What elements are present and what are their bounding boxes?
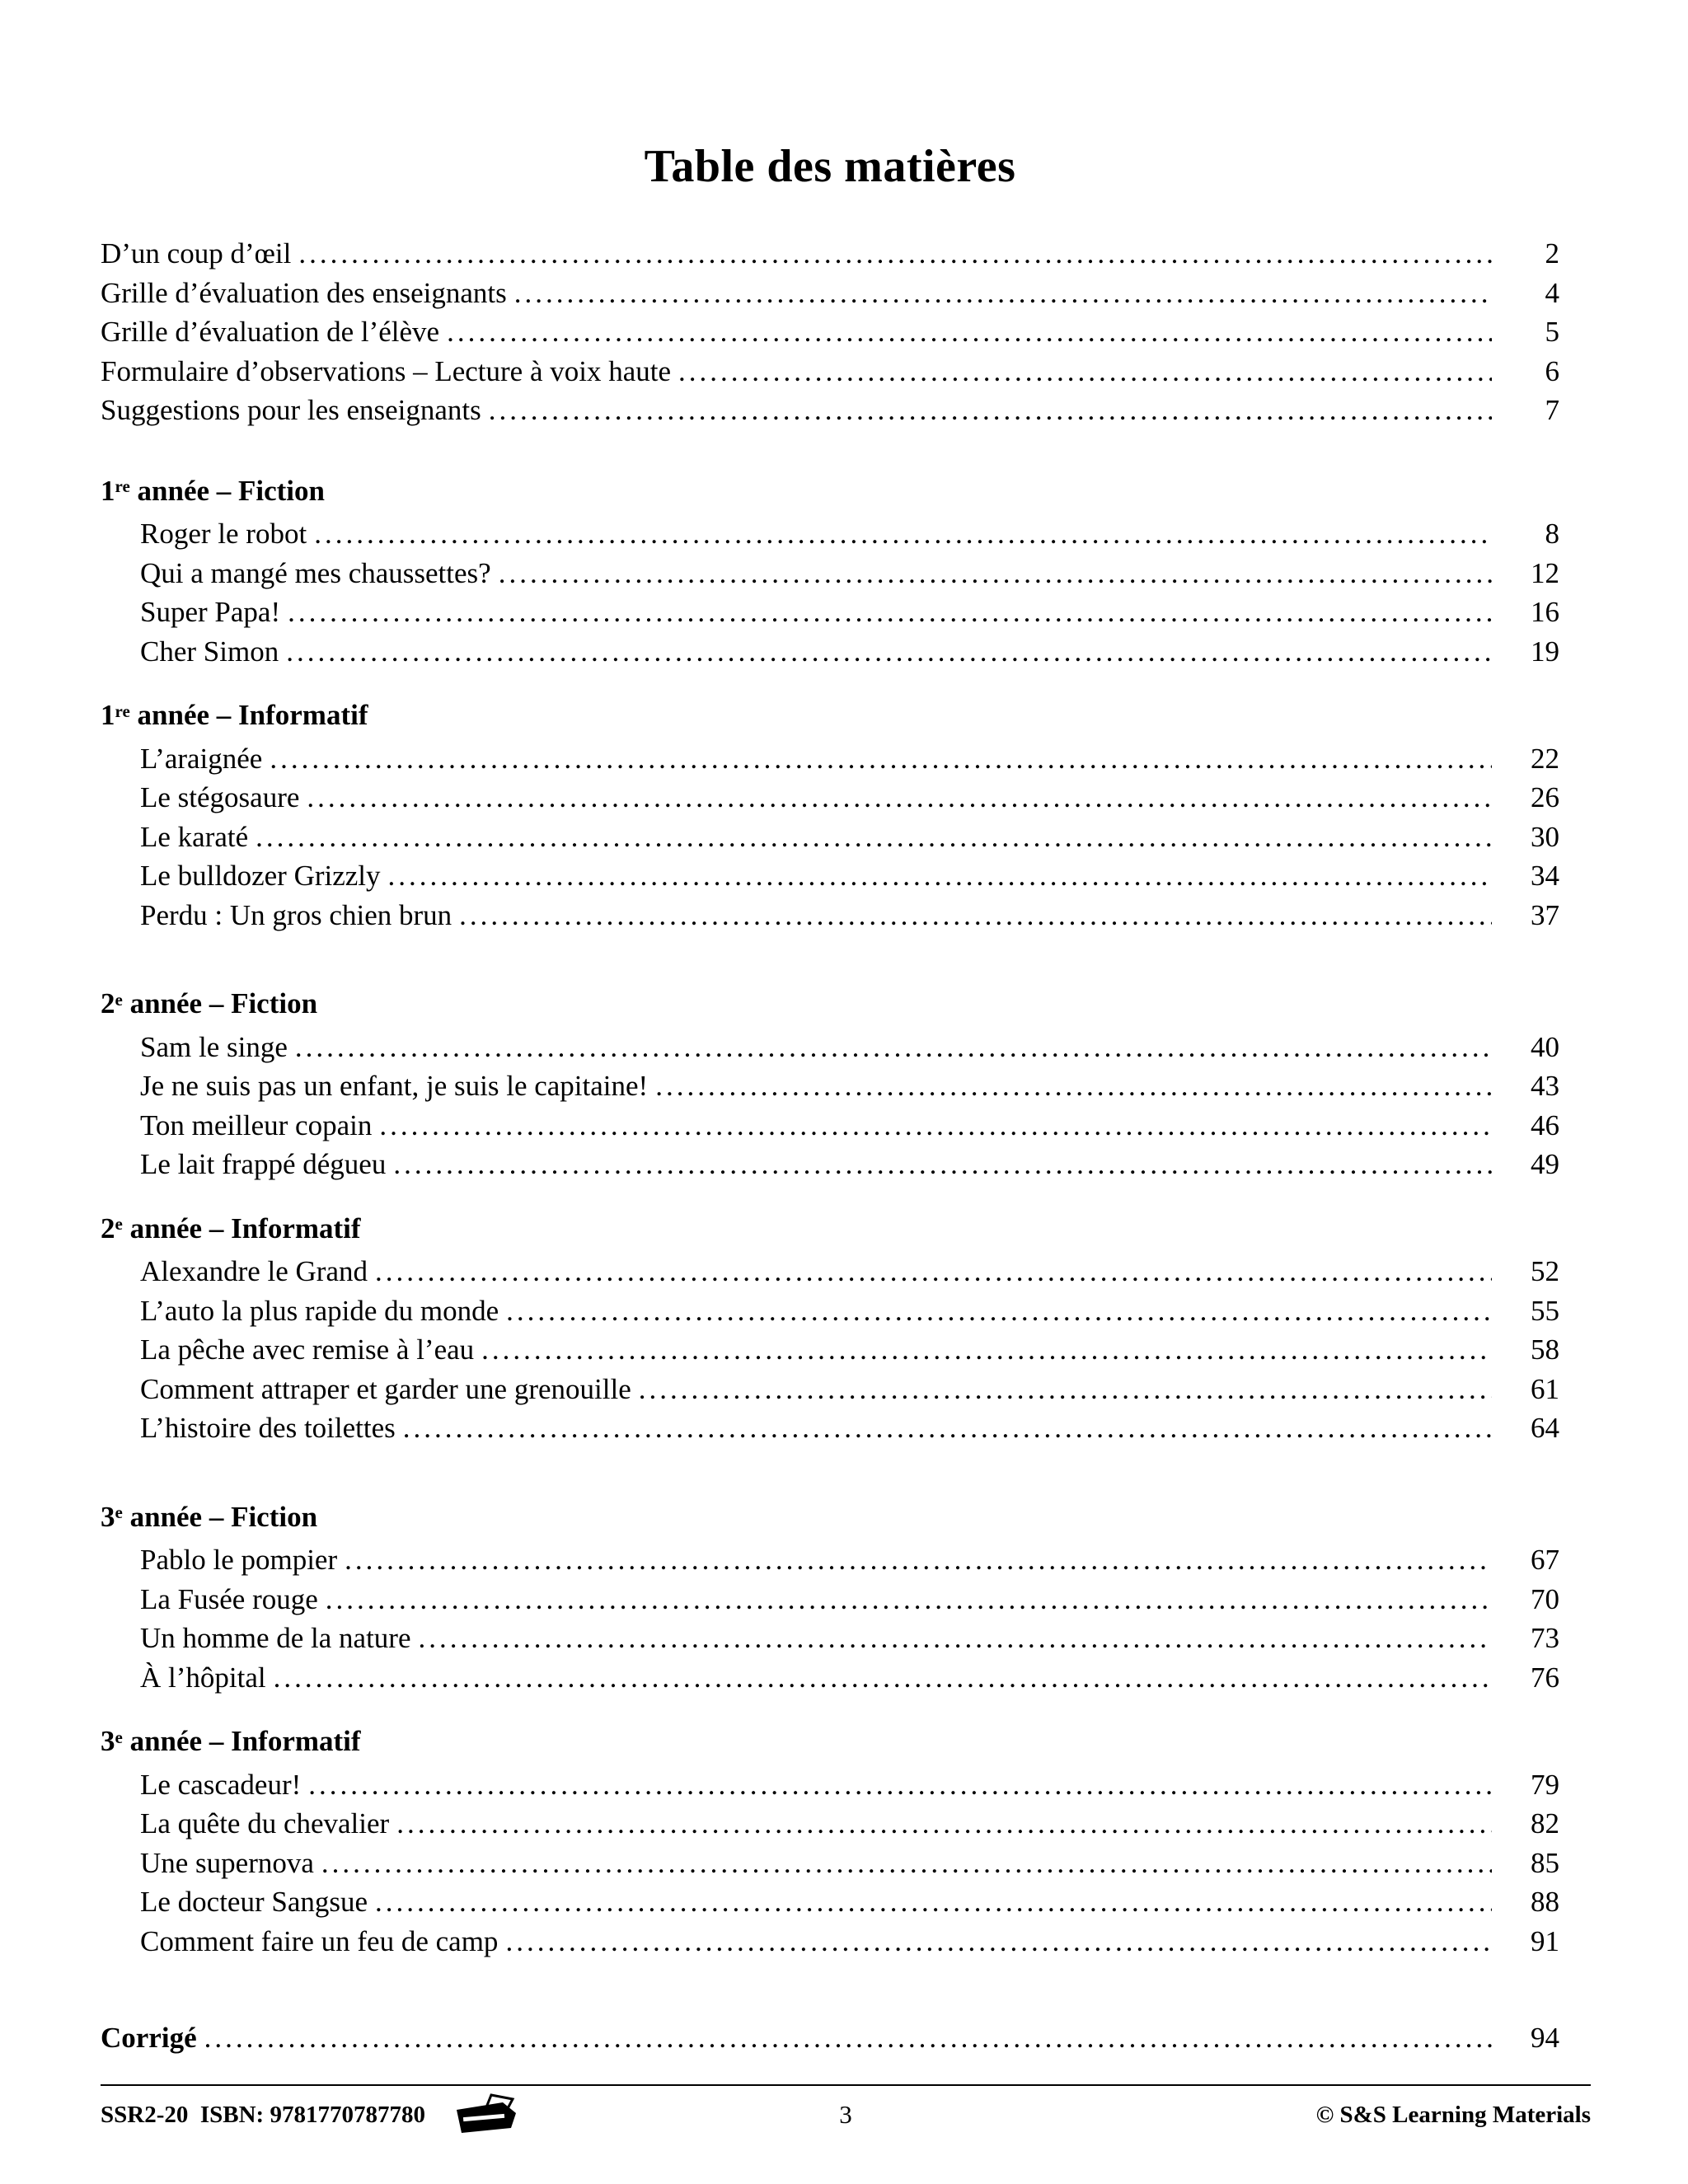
section-grade-ordinal: re [115, 701, 130, 721]
toc-entry-label: L’auto la plus rapide du monde [140, 1294, 499, 1327]
toc-entry [101, 391, 1559, 430]
section-heading [101, 696, 1559, 739]
dot-leader [308, 1765, 1492, 1805]
section-heading-text: année – Informatif [122, 1212, 361, 1244]
dot-leader [270, 739, 1492, 779]
toc-entry [101, 1028, 1559, 1067]
footer-isbn-text: SSR2-20 ISBN: 9781770787780 [101, 2101, 425, 2128]
toc-entry [101, 778, 1559, 818]
toc-entry-page: 22 [1531, 742, 1559, 775]
toc-entry-page: 91 [1531, 1924, 1559, 1957]
dot-leader [678, 352, 1492, 391]
dot-leader [379, 1106, 1492, 1146]
section-grade-number: 3 [101, 1725, 115, 1757]
toc-entry-page: 46 [1531, 1108, 1559, 1141]
toc-entry [101, 1370, 1559, 1409]
section-grade-number: 2 [101, 1212, 115, 1244]
dot-leader [396, 1804, 1492, 1844]
toc-entry [101, 1804, 1559, 1844]
dot-leader [403, 1408, 1492, 1448]
dot-leader [459, 896, 1492, 935]
toc-entry [101, 1882, 1559, 1922]
section-grade-ordinal: re [115, 476, 130, 497]
toc-entry [101, 1922, 1559, 1961]
toc-entry-page: 26 [1531, 781, 1559, 813]
toc-entry-page: 40 [1531, 1030, 1559, 1063]
section-grade2-fiction [101, 984, 1559, 1184]
toc-entry-label: La pêche avec remise à l’eau [140, 1333, 475, 1366]
toc-entry-label: Formulaire d’observations – Lecture à voix haute [101, 354, 672, 387]
toc-entry [101, 1145, 1559, 1184]
footer-page-number: 3 [839, 2100, 852, 2129]
toc-entry-page: 12 [1531, 556, 1559, 589]
dot-leader [321, 1844, 1492, 1883]
section-heading [101, 1497, 1559, 1541]
toc-entry-label: Ton meilleur copain [140, 1108, 373, 1141]
toc-entry-label: L’histoire des toilettes [140, 1412, 396, 1444]
toc-entry-label: Sam le singe [140, 1030, 288, 1063]
toc-entry-page: 5 [1545, 316, 1559, 348]
dot-leader [481, 1330, 1492, 1370]
toc-entry-corrige [101, 2018, 1559, 2058]
dot-leader [388, 856, 1492, 896]
printer-icon [453, 2093, 519, 2136]
toc-entry-page: 55 [1531, 1294, 1559, 1327]
section-heading-text: année – Fiction [122, 987, 318, 1019]
toc-entry [101, 1580, 1559, 1619]
toc-entry-label: Perdu : Un gros chien brun [140, 898, 452, 931]
toc-entry-page: 52 [1531, 1255, 1559, 1287]
page-title: Table des matières [644, 141, 1016, 192]
toc-entry-page: 58 [1531, 1333, 1559, 1366]
toc-entry-label: Super Papa! [140, 596, 281, 628]
toc-entry-page: 88 [1531, 1886, 1559, 1918]
section-heading-text: année – Fiction [129, 474, 325, 507]
toc-entry [101, 1658, 1559, 1698]
dot-leader [499, 554, 1492, 593]
toc-entry [101, 1330, 1559, 1370]
toc-entry [101, 1291, 1559, 1331]
toc-entry [101, 1066, 1559, 1106]
dot-leader [375, 1252, 1492, 1291]
section-heading [101, 1209, 1559, 1253]
toc-entry-label: Le docteur Sangsue [140, 1886, 368, 1918]
dot-leader [326, 1580, 1492, 1619]
toc-entry [101, 856, 1559, 896]
toc-entry [101, 632, 1559, 672]
toc-entry-page: 79 [1531, 1768, 1559, 1801]
toc-entry [101, 818, 1559, 857]
toc-entry [101, 739, 1559, 779]
toc-entry-label: Le lait frappé dégueu [140, 1148, 387, 1180]
toc-entry-label: Suggestions pour les enseignants [101, 394, 481, 426]
toc-entry-label: Le karaté [140, 820, 249, 853]
toc-entry [101, 1844, 1559, 1883]
toc-entry-label: Qui a mangé mes chaussettes? [140, 556, 491, 589]
dot-leader [514, 274, 1492, 313]
dot-leader [314, 514, 1492, 554]
dot-leader [274, 1658, 1492, 1698]
toc-entry-label: À l’hôpital [140, 1661, 266, 1694]
section-grade1-informatif [101, 696, 1559, 935]
toc-entry-label: Le stégosaure [140, 781, 300, 813]
toc-entry-label: Corrigé [101, 2022, 197, 2054]
toc-entry-label: Pablo le pompier [140, 1544, 338, 1576]
section-grade2-informatif [101, 1209, 1559, 1448]
toc-entry-label: Roger le robot [140, 518, 307, 550]
section-grade-number: 1 [101, 699, 115, 731]
section-grade-ordinal: e [115, 1502, 123, 1523]
section-heading [101, 1722, 1559, 1765]
toc-entry [101, 1765, 1559, 1805]
toc-entry-page: 67 [1531, 1544, 1559, 1576]
toc-entry-page: 70 [1531, 1582, 1559, 1615]
dot-leader [204, 2018, 1492, 2058]
section-heading-text: année – Informatif [122, 1725, 361, 1757]
toc-entry [101, 1252, 1559, 1291]
toc-entry-label: L’araignée [140, 742, 263, 775]
dot-leader [286, 632, 1492, 672]
dot-leader [288, 593, 1492, 632]
section-grade-ordinal: e [115, 989, 123, 1010]
dot-leader [298, 234, 1492, 274]
toc-entry-page: 2 [1545, 237, 1559, 269]
toc-entry-label: Le bulldozer Grizzly [140, 860, 381, 892]
toc-entry-page: 64 [1531, 1412, 1559, 1444]
toc-entry-label: Un homme de la nature [140, 1622, 411, 1654]
toc-entry-page: 49 [1531, 1148, 1559, 1180]
section-heading [101, 984, 1559, 1028]
dot-leader [639, 1370, 1492, 1409]
toc-entry-label: Comment attraper et garder une grenouille [140, 1372, 631, 1405]
toc-entry-page: 34 [1531, 860, 1559, 892]
dot-leader [505, 1922, 1492, 1961]
dot-leader [393, 1145, 1492, 1184]
toc-entry-label: La quête du chevalier [140, 1807, 390, 1840]
toc-entry-page: 4 [1545, 276, 1559, 309]
toc-entry [101, 1408, 1559, 1448]
section-grade3-informatif [101, 1722, 1559, 1961]
toc-entry [101, 1106, 1559, 1146]
toc-entry [101, 234, 1559, 274]
toc-entry [101, 1619, 1559, 1658]
section-heading-text: année – Fiction [122, 1500, 318, 1533]
toc-entry-label: Grille d’évaluation des enseignants [101, 276, 507, 309]
toc-entry-page: 85 [1531, 1846, 1559, 1879]
toc-entry-page: 30 [1531, 820, 1559, 853]
dot-leader [506, 1291, 1492, 1331]
toc-entry [101, 312, 1559, 352]
toc-entry [101, 896, 1559, 935]
section-heading-text: année – Informatif [129, 699, 368, 731]
toc-entry-label: D’un coup d’œil [101, 237, 292, 269]
toc-entry-page: 43 [1531, 1070, 1559, 1102]
toc-entry-label: Cher Simon [140, 635, 279, 668]
toc-entry-label: Le cascadeur! [140, 1768, 302, 1801]
toc-entry [101, 593, 1559, 632]
toc-entry-label: Alexandre le Grand [140, 1255, 368, 1287]
dot-leader [345, 1540, 1492, 1580]
toc-entry-page: 16 [1531, 596, 1559, 628]
toc-entry-page: 19 [1531, 635, 1559, 668]
dot-leader [375, 1882, 1492, 1922]
dot-leader [419, 1619, 1492, 1658]
toc-entry-label: Grille d’évaluation de l’élève [101, 316, 440, 348]
footer-left [101, 2093, 519, 2136]
toc-entry-label: Une supernova [140, 1846, 314, 1879]
toc-entry [101, 554, 1559, 593]
section-heading [101, 471, 1559, 515]
toc-entry [101, 1540, 1559, 1580]
footer-copyright: © S&S Learning Materials [1315, 2101, 1591, 2128]
toc-entry-label: Je ne suis pas un enfant, je suis le capitaine! [140, 1070, 649, 1102]
toc-entry [101, 274, 1559, 313]
toc-entry-page: 82 [1531, 1807, 1559, 1840]
toc-entry-page: 61 [1531, 1372, 1559, 1405]
toc-entry [101, 514, 1559, 554]
dot-leader [295, 1028, 1492, 1067]
page-footer [101, 2084, 1591, 2136]
toc-entry-page: 76 [1531, 1661, 1559, 1694]
section-grade-number: 1 [101, 474, 115, 507]
toc-entry-label: La Fusée rouge [140, 1582, 318, 1615]
section-grade-ordinal: e [115, 1727, 123, 1747]
section-grade3-fiction [101, 1497, 1559, 1698]
toc-entry-page: 8 [1545, 518, 1559, 550]
toc-entry-page: 6 [1545, 354, 1559, 387]
dot-leader [256, 818, 1492, 857]
toc-entry-label: Comment faire un feu de camp [140, 1924, 499, 1957]
section-grade1-fiction [101, 471, 1559, 672]
dot-leader [307, 778, 1492, 818]
dot-leader [655, 1066, 1492, 1106]
section-grade-ordinal: e [115, 1214, 123, 1235]
dot-leader [447, 312, 1492, 352]
toc-entry-page: 94 [1531, 2022, 1559, 2054]
toc-entry-page: 37 [1531, 898, 1559, 931]
section-grade-number: 2 [101, 987, 115, 1019]
front-matter-list [101, 234, 1559, 430]
toc-entry [101, 352, 1559, 391]
toc-entry-page: 7 [1545, 394, 1559, 426]
section-grade-number: 3 [101, 1500, 115, 1533]
toc-entry-page: 73 [1531, 1622, 1559, 1654]
dot-leader [489, 391, 1492, 430]
